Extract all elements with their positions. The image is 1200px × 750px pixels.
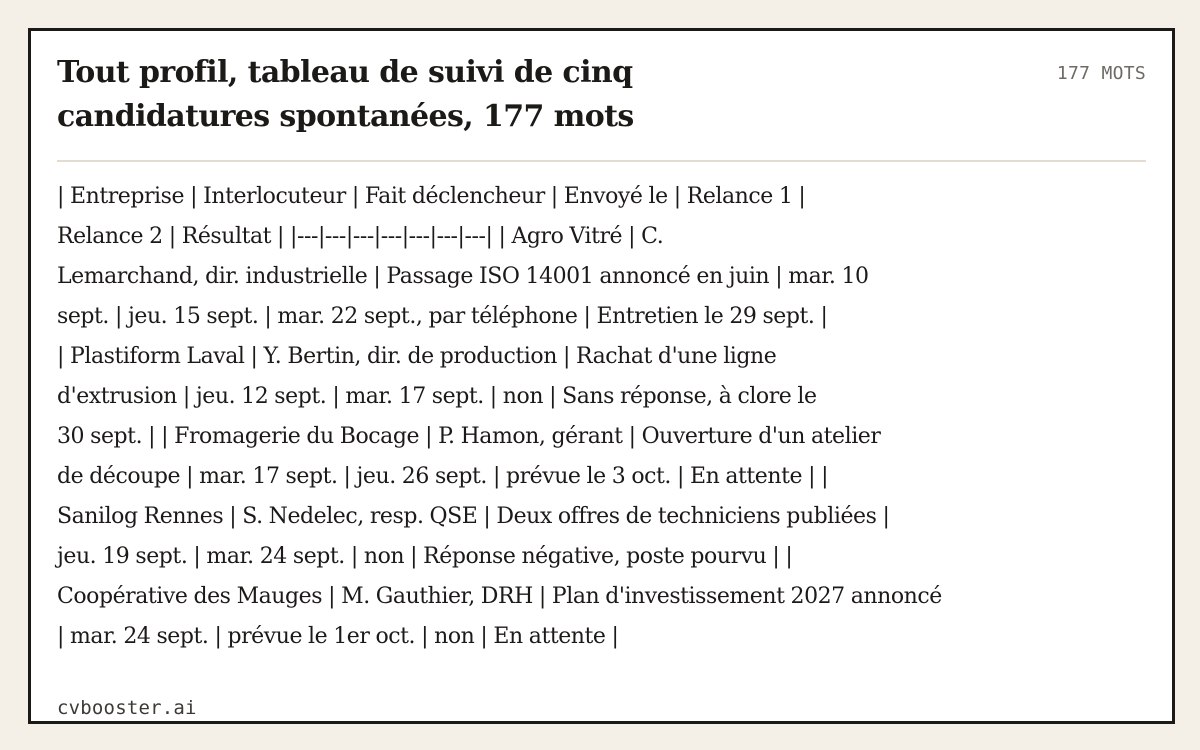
body-line: d'extrusion | jeu. 12 sept. | mar. 17 sept. | non | Sans réponse, à clore le: [57, 384, 817, 409]
title-line: candidatures spontanées, 177 mots: [57, 99, 634, 134]
body-line: | mar. 24 sept. | prévue le 1er oct. | non | En attente |: [57, 624, 619, 649]
body-line: | Entreprise | Interlocuteur | Fait déclencheur | Envoyé le | Relance 1 |: [57, 184, 806, 209]
body-line: Sanilog Rennes | S. Nedelec, resp. QSE | Deux offres de techniciens publiées |: [57, 504, 890, 529]
body-line: Lemarchand, dir. industrielle | Passage ISO 14001 annoncé en juin | mar. 10: [57, 264, 869, 289]
header-divider: [57, 160, 1146, 162]
body-line: sept. | jeu. 15 sept. | mar. 22 sept., par téléphone | Entretien le 29 sept. |: [57, 304, 828, 329]
word-count-badge: 177 MOTS: [1056, 63, 1146, 84]
body-line: jeu. 19 sept. | mar. 24 sept. | non | Réponse négative, poste pourvu | |: [57, 544, 793, 569]
body-line: 30 sept. | | Fromagerie du Bocage | P. Hamon, gérant | Ouverture d'un atelier: [57, 424, 881, 449]
footer-brand: cvbooster.ai: [57, 697, 197, 719]
tracking-table-text: [57, 177, 1062, 657]
title-line: Tout profil, tableau de suivi de cinq: [57, 55, 633, 90]
body-line: Coopérative des Mauges | M. Gauthier, DRH | Plan d'investissement 2027 annoncé: [57, 584, 942, 609]
body-line: de découpe | mar. 17 sept. | jeu. 26 sept. | prévue le 3 oct. | En attente | |: [57, 464, 829, 489]
body-line: Relance 2 | Résultat | |---|---|---|---|---|---|---| | Agro Vitré | C.: [57, 224, 664, 249]
body-line: | Plastiform Laval | Y. Bertin, dir. de production | Rachat d'une ligne: [57, 344, 777, 369]
document-card: [28, 28, 1175, 724]
document-title: [57, 51, 777, 139]
